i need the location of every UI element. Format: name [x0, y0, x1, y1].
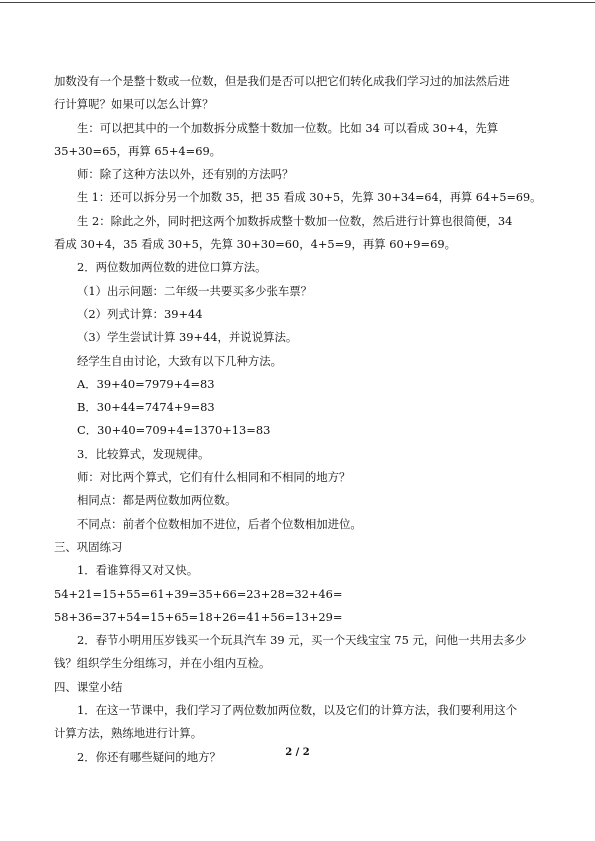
paragraph-line: 师：对比两个算式，它们有什么相同和不相同的地方？: [77, 470, 351, 485]
paragraph-line: （1）出示问题：二年级一共要买多少张车票？: [77, 283, 313, 298]
paragraph-line: 1．在这一节课中，我们学习了两位数加两位数，以及它们的计算方法，我们要利用这个: [77, 703, 518, 718]
paragraph-line: 四、课堂小结: [54, 679, 123, 694]
paragraph-line: 58+36=37+54=15+65=18+26=41+56=13+29=: [54, 609, 343, 624]
paragraph-line: 行计算呢？如果可以怎么计算？: [54, 97, 214, 112]
paragraph-line: 生 1：还可以拆分另一个加数 35，把 35 看成 30+5，先算 30+34=64，再算 64+5=69。: [77, 191, 542, 205]
paragraph-line: 2．两位数加两位数的进位口算方法。: [77, 260, 267, 275]
paragraph-line: 54+21=15+55=61+39=35+66=23+28=32+46=: [54, 586, 343, 601]
paragraph-line: 1．看谁算得又对又快。: [77, 563, 199, 578]
paragraph-line: 35+30=65，再算 65+4=69。: [54, 143, 222, 158]
paragraph-line: C．30+40=709+4=1370+13=83: [77, 423, 271, 438]
paragraph-line: 钱？组织学生分组练习，并在小组内互检。: [54, 656, 271, 671]
paragraph-line: 三、巩固练习: [54, 539, 123, 554]
paragraph-line: 2．你还有哪些疑问的地方？: [77, 749, 221, 764]
paragraph-line: （2）列式计算：39+44: [77, 306, 203, 321]
paragraph-line: 生：可以把其中的一个加数拆分成整十数加一位数。比如 34 可以看成 30+4，先算: [77, 120, 499, 135]
paragraph-line: 加数没有一个是整十数或一位数，但是我们是否可以把它们转化成我们学习过的加法然后进: [54, 74, 510, 88]
paragraph-line: A．39+40=7979+4=83: [77, 376, 215, 391]
paragraph-line: 看成 30+4，35 看成 30+5，先算 30+30=60，4+5=9，再算 60+9=69。: [54, 237, 456, 252]
paragraph-line: （3）学生尝试计算 39+44，并说说算法。: [77, 330, 298, 345]
paragraph-line: B．30+44=7474+9=83: [77, 400, 215, 415]
paragraph-line: 3．比较算式，发现规律。: [77, 446, 210, 461]
paragraph-line: 相同点：都是两位数加两位数。: [77, 493, 237, 508]
paragraph-line: 师：除了这种方法以外，还有别的方法吗？: [77, 167, 294, 182]
paragraph-line: 经学生自由讨论，大致有以下几种方法。: [77, 353, 283, 368]
paragraph-line: 生 2：除此之外，同时把这两个加数拆成整十数加一位数，然后进行计算也很简便，34: [77, 213, 513, 228]
paragraph-line: 计算方法，熟练地进行计算。: [54, 726, 203, 741]
document-body: [54, 70, 542, 769]
header-rule: [0, 2, 595, 3]
paragraph-line: 2．春节小明用压岁钱买一个玩具汽车 39 元，买一个天线宝宝 75 元，问他一共用去多少: [77, 633, 527, 648]
page-number: 2 / 2: [285, 747, 310, 758]
paragraph-line: 不同点：前者个位数相加不进位，后者个位数相加进位。: [77, 516, 362, 531]
